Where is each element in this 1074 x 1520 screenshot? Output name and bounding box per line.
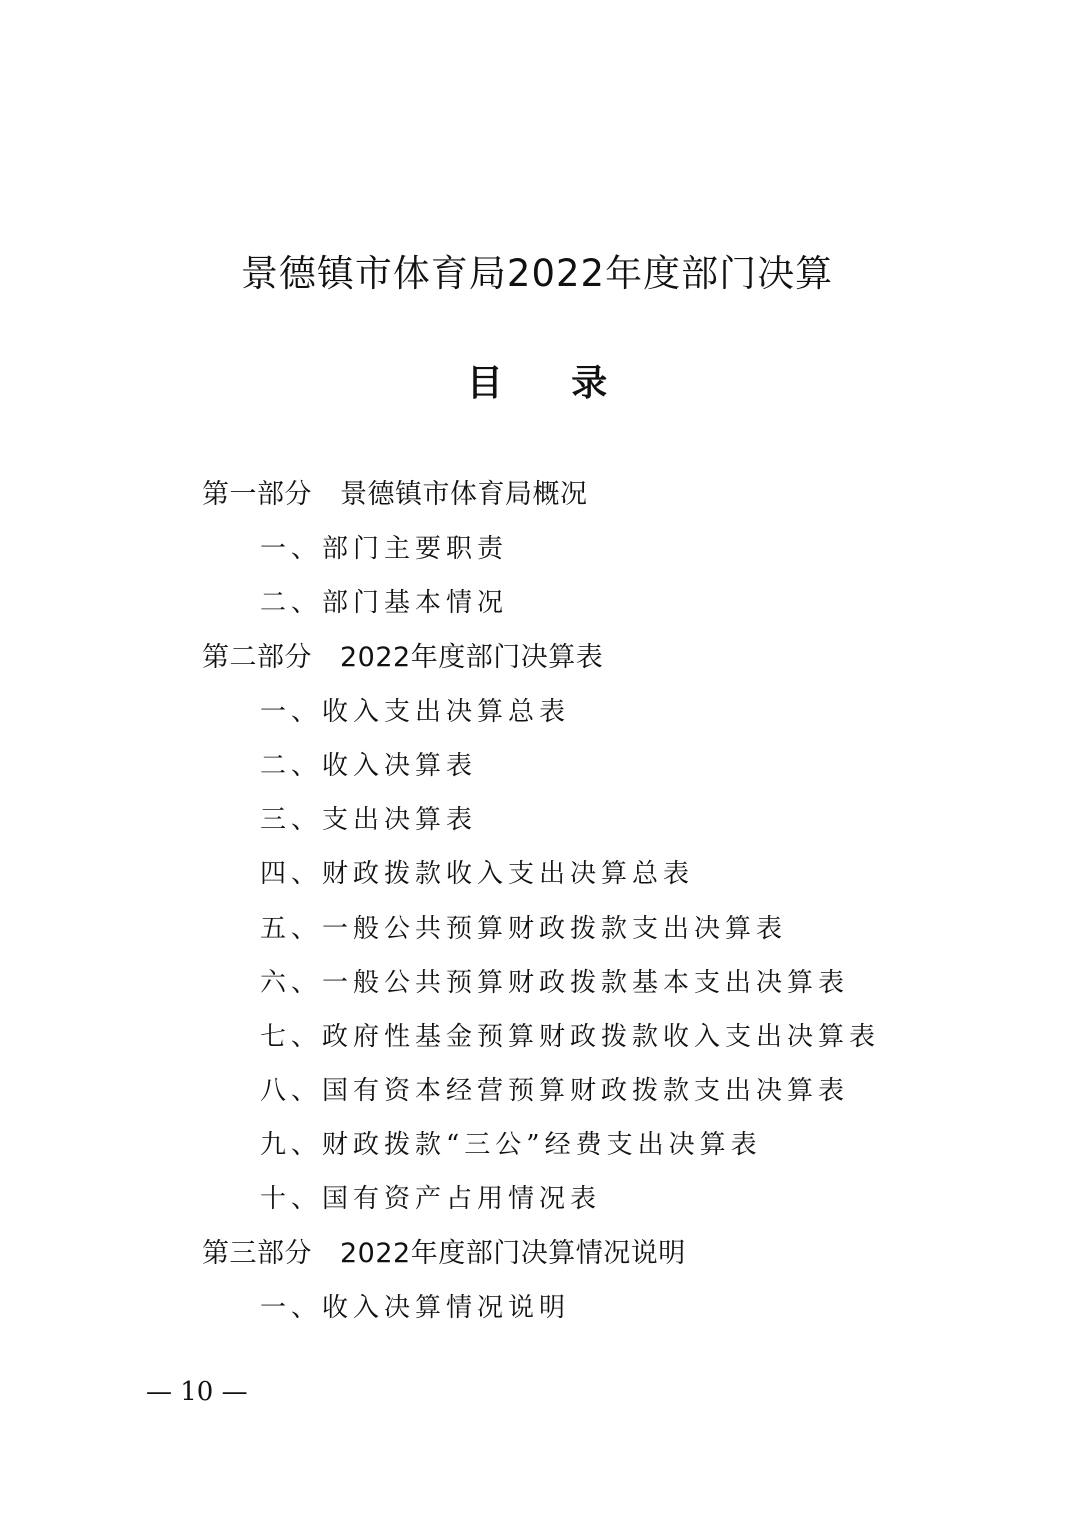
table-of-contents <box>0 468 1074 1335</box>
toc-item: 三、支出决算表 <box>260 805 478 836</box>
toc-item: 九、财政拨款“三公”经费支出决算表 <box>260 1130 762 1161</box>
toc-part-label: 第一部分 <box>202 479 312 510</box>
toc-item: 五、一般公共预算财政拨款支出决算表 <box>260 913 788 944</box>
toc-item: 八、国有资本经营预算财政拨款支出决算表 <box>260 1076 850 1107</box>
toc-part-label: 第三部分 <box>202 1237 312 1269</box>
toc-item: 七、政府性基金预算财政拨款收入支出决算表 <box>260 1021 881 1052</box>
toc-item: 四、财政拨款收入支出决算总表 <box>260 859 695 890</box>
toc-part-1 <box>0 468 1074 522</box>
page-number: — 10 — <box>146 1377 248 1407</box>
toc-item: 二、部门基本情况 <box>260 588 509 619</box>
toc-item: 六、一般公共预算财政拨款基本支出决算表 <box>260 967 850 998</box>
toc-heading: 目 录 <box>466 363 608 404</box>
toc-item: 一、收入支出决算总表 <box>260 696 571 727</box>
toc-part-2 <box>0 631 1074 685</box>
toc-item: 二、收入决算表 <box>260 750 478 781</box>
toc-part-title: 景德镇市体育局概况 <box>340 479 588 510</box>
toc-part-3 <box>0 1227 1074 1281</box>
toc-part-label: 第二部分 <box>202 641 312 673</box>
toc-item: 十、国有资产占用情况表 <box>260 1184 602 1215</box>
toc-item: 一、部门主要职责 <box>260 534 509 565</box>
document-title: 景德镇市体育局2022年度部门决算 <box>240 252 834 295</box>
toc-part-title: 2022年度部门决算表 <box>340 641 604 673</box>
toc-item: 一、收入决算情况说明 <box>260 1292 571 1323</box>
toc-part-title: 2022年度部门决算情况说明 <box>340 1237 686 1269</box>
